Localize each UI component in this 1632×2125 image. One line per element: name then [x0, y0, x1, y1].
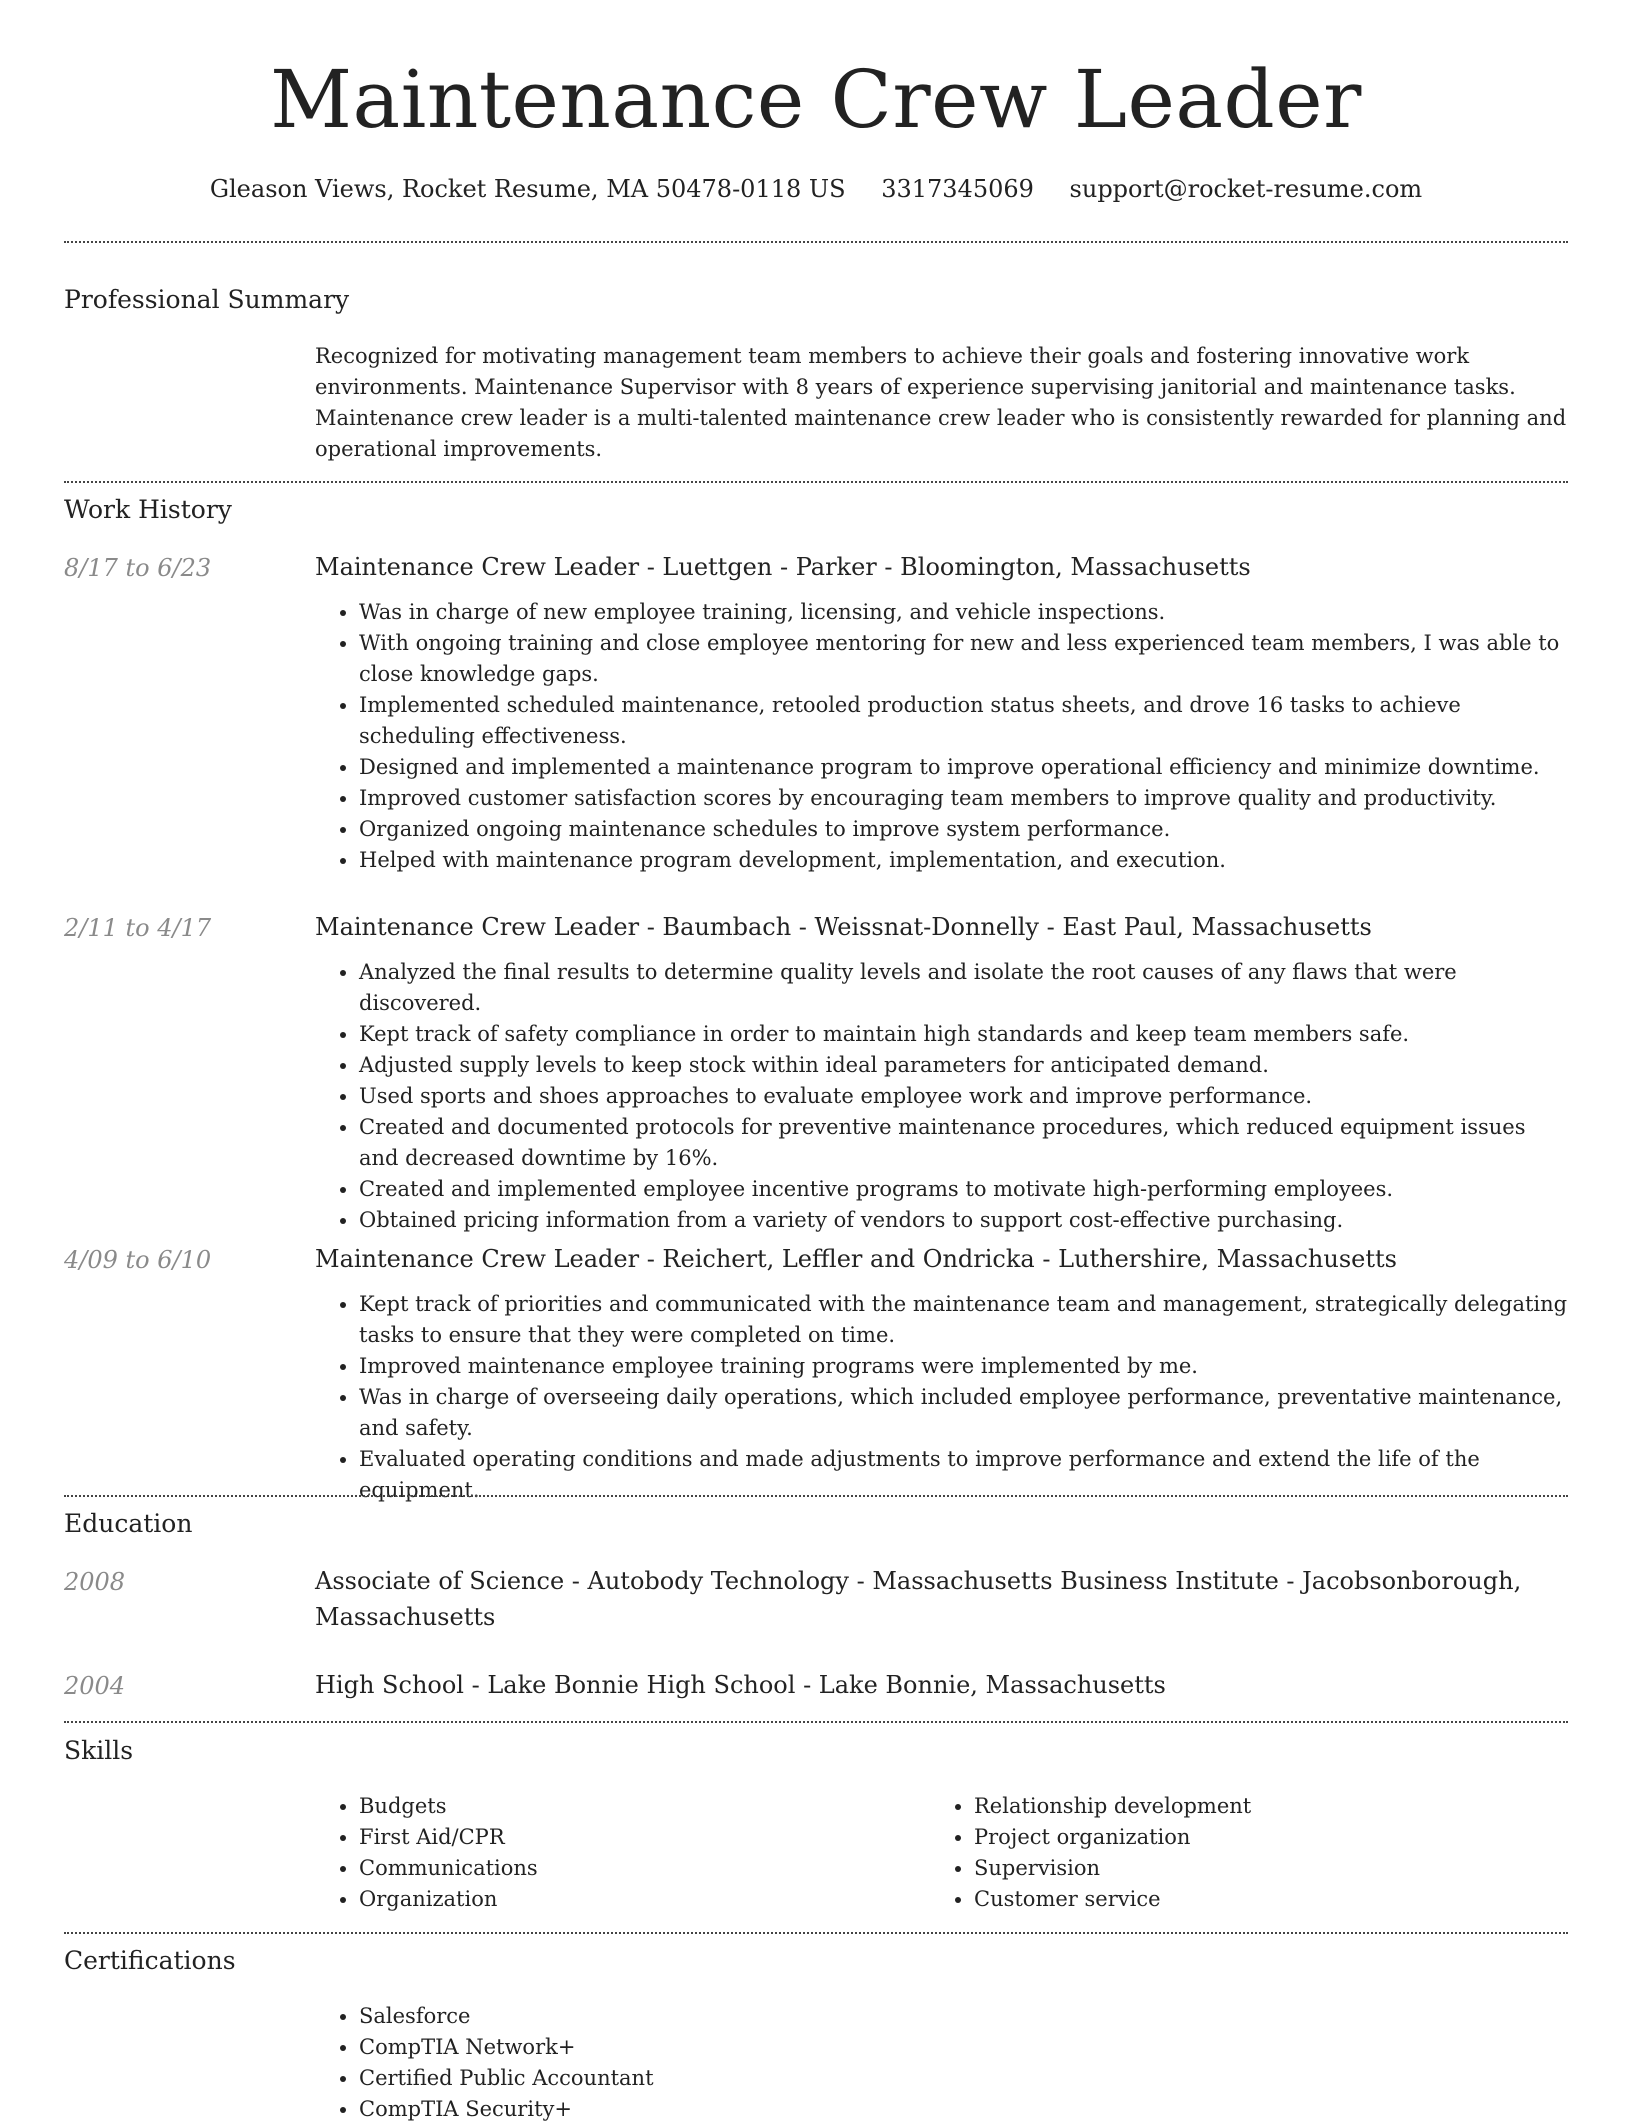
list-item: • Designed and implemented a maintenance program to improve operational efficiency and minimize downtime.	[359, 752, 1568, 783]
list-item: • Implemented scheduled maintenance, retooled production status sheets, and drove 16 tasks to achieve scheduling effectiveness.	[359, 690, 1568, 752]
divider	[64, 1495, 1568, 1497]
certifications-block	[315, 2001, 1568, 2125]
list-item: • Improved customer satisfaction scores by encouraging team members to improve quality and productivity.	[359, 783, 1568, 814]
education-entry: Associate of Science - Autobody Technology - Massachusetts Business Institute - Jacobsonborough, Massachusetts	[315, 1567, 1522, 1631]
list-item: • Improved maintenance employee training programs were implemented by me.	[359, 1351, 1568, 1382]
job-bullets	[315, 1289, 1568, 1506]
job-heading: Maintenance Crew Leader - Baumbach - Weissnat-Donnelly - East Paul, Massachusetts	[315, 913, 1372, 941]
skills-column-left	[315, 1791, 915, 1915]
list-item: • First Aid/CPR	[359, 1822, 915, 1853]
list-item: • CompTIA Network+	[359, 2032, 1568, 2063]
list-item: • Relationship development	[974, 1791, 1530, 1822]
list-item: • Used sports and shoes approaches to evaluate employee work and improve performance.	[359, 1081, 1568, 1112]
list-item: • Was in charge of overseeing daily operations, which included employee performance, preventative maintenance, and safety.	[359, 1382, 1568, 1444]
list-item: • Obtained pricing information from a variety of vendors to support cost-effective purchasing.	[359, 1205, 1568, 1236]
list-item: • With ongoing training and close employee mentoring for new and less experienced team members, I was able to close knowledge gaps.	[359, 628, 1568, 690]
section-title-work: Work History	[64, 495, 232, 524]
list-item: • Project organization	[974, 1822, 1530, 1853]
divider	[64, 241, 1568, 243]
list-item: • Certified Public Accountant	[359, 2063, 1568, 2094]
list-item: • Supervision	[974, 1853, 1530, 1884]
job-bullets	[315, 957, 1568, 1236]
candidate-name: Maintenance Crew Leader	[270, 53, 1362, 146]
list-item: • Salesforce	[359, 2001, 1568, 2032]
job-heading: Maintenance Crew Leader - Reichert, Leffler and Ondricka - Luthershire, Massachusetts	[315, 1245, 1397, 1273]
certifications-list	[315, 2001, 1568, 2125]
education-year: 2004	[64, 1672, 126, 1700]
list-item: • Organization	[359, 1884, 915, 1915]
skills-list	[930, 1791, 1530, 1915]
list-item: • Analyzed the final results to determine quality levels and isolate the root causes of any flaws that were discovered.	[359, 957, 1568, 1019]
job-dates: 4/09 to 6/10	[64, 1246, 212, 1274]
list-item: • Customer service	[974, 1884, 1530, 1915]
list-item: • Kept track of safety compliance in order to maintain high standards and keep team members safe.	[359, 1019, 1568, 1050]
email: support@rocket-resume.com	[1069, 175, 1423, 203]
list-item: • Adjusted supply levels to keep stock within ideal parameters for anticipated demand.	[359, 1050, 1568, 1081]
list-item: • Was in charge of new employee training, licensing, and vehicle inspections.	[359, 597, 1568, 628]
divider	[64, 1721, 1568, 1723]
section-title-education: Education	[64, 1509, 193, 1538]
section-title-summary: Professional Summary	[64, 285, 350, 314]
address: Gleason Views, Rocket Resume, MA 50478-0118 US	[209, 175, 846, 203]
phone: 3317345069	[881, 175, 1034, 203]
divider	[64, 481, 1568, 483]
job-dates: 8/17 to 6/23	[64, 554, 212, 582]
job-entry	[315, 910, 1568, 1236]
summary-text: Recognized for motivating management team members to achieve their goals and fostering innovative work environments. Maintenance Supervisor with 8 years of experience supervising janitorial and maintenance tasks. Maintenance crew leader is a multi-talented maintenance crew leader who is consistently rewarded for planning and operational improvements.	[315, 344, 1567, 461]
contact-line	[0, 172, 1632, 206]
job-heading: Maintenance Crew Leader - Luettgen - Parker - Bloomington, Massachusetts	[315, 553, 1251, 581]
list-item: • Created and documented protocols for preventive maintenance procedures, which reduced equipment issues and decreased downtime by 16%.	[359, 1112, 1568, 1174]
job-dates: 2/11 to 4/17	[64, 914, 212, 942]
divider	[64, 1932, 1568, 1934]
list-item: • Evaluated operating conditions and made adjustments to improve performance and extend the life of the equipment.	[359, 1444, 1568, 1506]
section-title-certifications: Certifications	[64, 1946, 236, 1975]
job-bullets	[315, 597, 1568, 876]
education-entry: High School - Lake Bonnie High School - Lake Bonnie, Massachusetts	[315, 1671, 1166, 1699]
section-title-skills: Skills	[64, 1736, 134, 1765]
job-entry	[315, 550, 1568, 876]
list-item: • Helped with maintenance program development, implementation, and execution.	[359, 845, 1568, 876]
skills-column-right	[930, 1791, 1530, 1915]
education-year: 2008	[64, 1568, 126, 1596]
list-item: • Kept track of priorities and communicated with the maintenance team and management, strategically delegating tasks to ensure that they were completed on time.	[359, 1289, 1568, 1351]
list-item: • Organized ongoing maintenance schedules to improve system performance.	[359, 814, 1568, 845]
list-item: • Budgets	[359, 1791, 915, 1822]
skills-list	[315, 1791, 915, 1915]
list-item: • Created and implemented employee incentive programs to motivate high-performing employees.	[359, 1174, 1568, 1205]
list-item: • Communications	[359, 1853, 915, 1884]
list-item: • CompTIA Security+	[359, 2094, 1568, 2125]
job-entry	[315, 1242, 1568, 1506]
